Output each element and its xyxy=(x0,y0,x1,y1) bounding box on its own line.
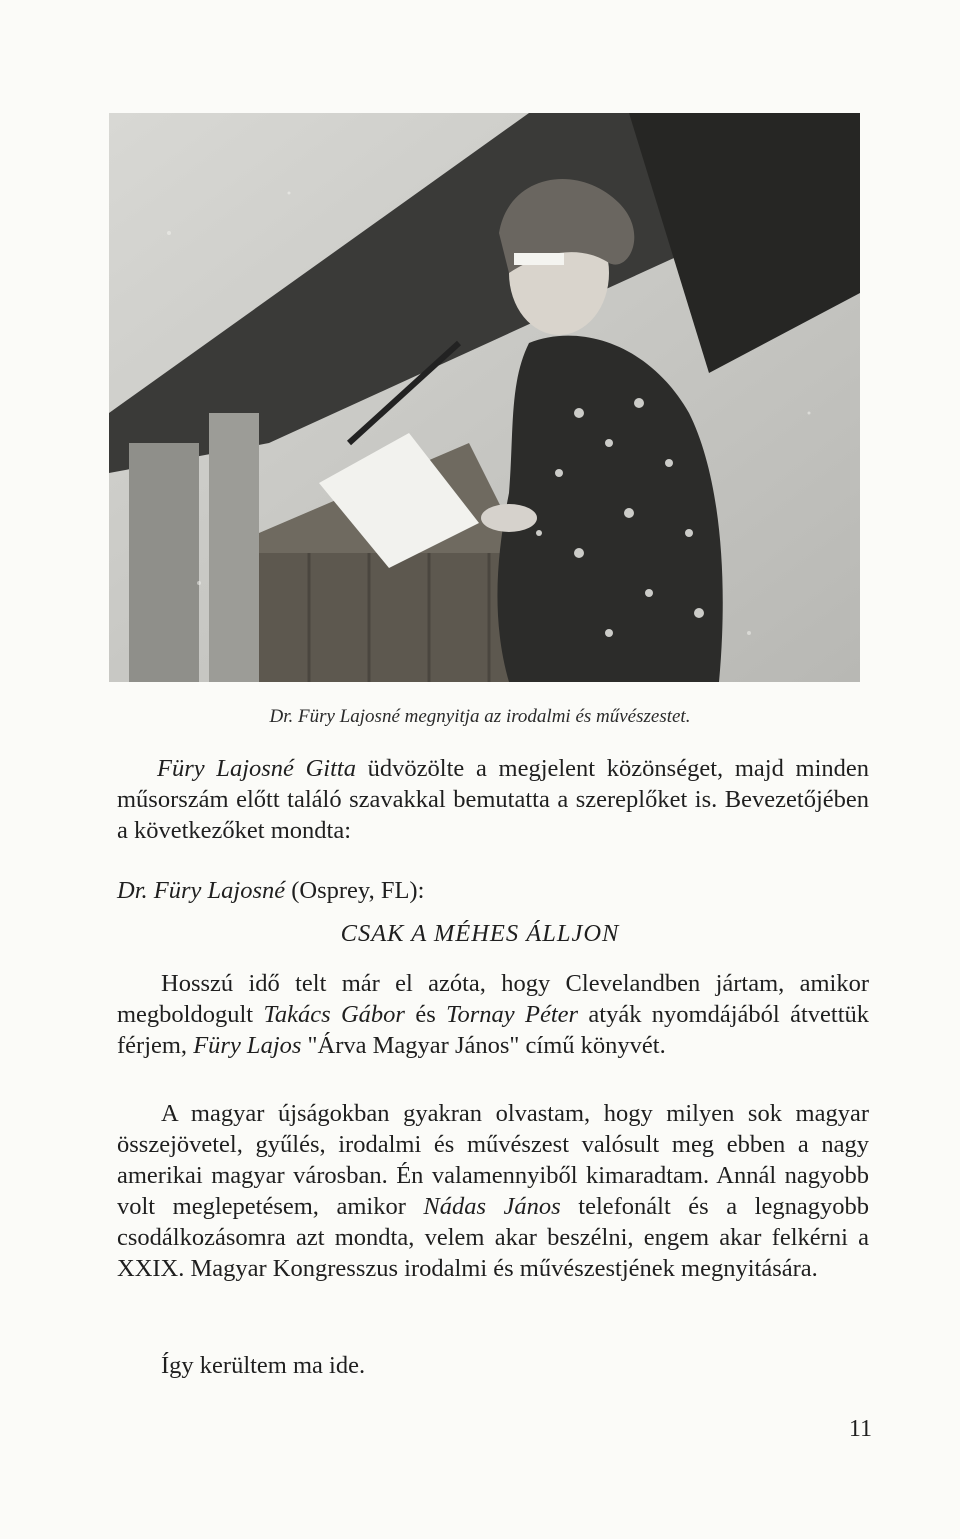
paragraph1-text-1: Hosszú idő telt már el azóta, hogy Clevelandben jártam, amikor megboldogult xyxy=(117,970,869,1028)
intro-paragraph xyxy=(117,753,869,846)
page-number: 11 xyxy=(848,1416,872,1442)
body-paragraph-1 xyxy=(117,968,869,1061)
speaker-photo xyxy=(109,113,860,682)
body-paragraph-2 xyxy=(117,1098,869,1284)
paragraph1-text-4: "Árva Magyar János" című könyvét. xyxy=(301,1032,666,1059)
intro-text: üdvözölte a megjelent közönséget, majd minden műsorszám előtt találó szavakkal bemutatta a szereplőket is. Bevezetőjében a következőket mondta: xyxy=(117,755,869,844)
paragraph1-name-3: Füry Lajos xyxy=(193,1032,302,1059)
speaker-place: (Osprey, FL): xyxy=(285,877,425,904)
speech-title: CSAK A MÉHES ÁLLJON xyxy=(340,920,620,947)
paragraph2-text-1: A magyar újságokban gyakran olvastam, hogy milyen sok magyar összejövetel, gyűlés, irodalmi és művészest valósult meg ebben a nagy amerikai magyar városban. Én valamennyiből kimaradtam. Annál nagyobb volt meglepetésem, amikor xyxy=(117,1100,869,1220)
photo-illustration xyxy=(109,113,860,682)
intro-name: Füry Lajosné Gitta xyxy=(157,755,356,782)
paragraph1-text-2: és xyxy=(404,1001,447,1028)
paragraph2-name: Nádas János xyxy=(423,1193,561,1220)
paragraph1-name-2: Tornay Péter xyxy=(446,1001,579,1028)
speaker-name: Dr. Füry Lajosné xyxy=(117,877,286,904)
body-paragraph-3: Így kerültem ma ide. xyxy=(161,1352,366,1379)
paragraph1-text-3: atyák nyomdájából átvettük férjem, xyxy=(117,1001,870,1059)
photo-caption: Dr. Füry Lajosné megnyitja az irodalmi és művészestet. xyxy=(269,706,691,727)
paragraph2-text-2: telefonált és a legnagyobb csodálkozásomra azt mondta, velem akar beszélni, engem akar felkérni a XXIX. Magyar Kongresszus irodalmi és művészestjének megnyitására. xyxy=(117,1193,869,1282)
paragraph1-name-1: Takács Gábor xyxy=(263,1001,405,1028)
speaker-line xyxy=(117,877,424,905)
